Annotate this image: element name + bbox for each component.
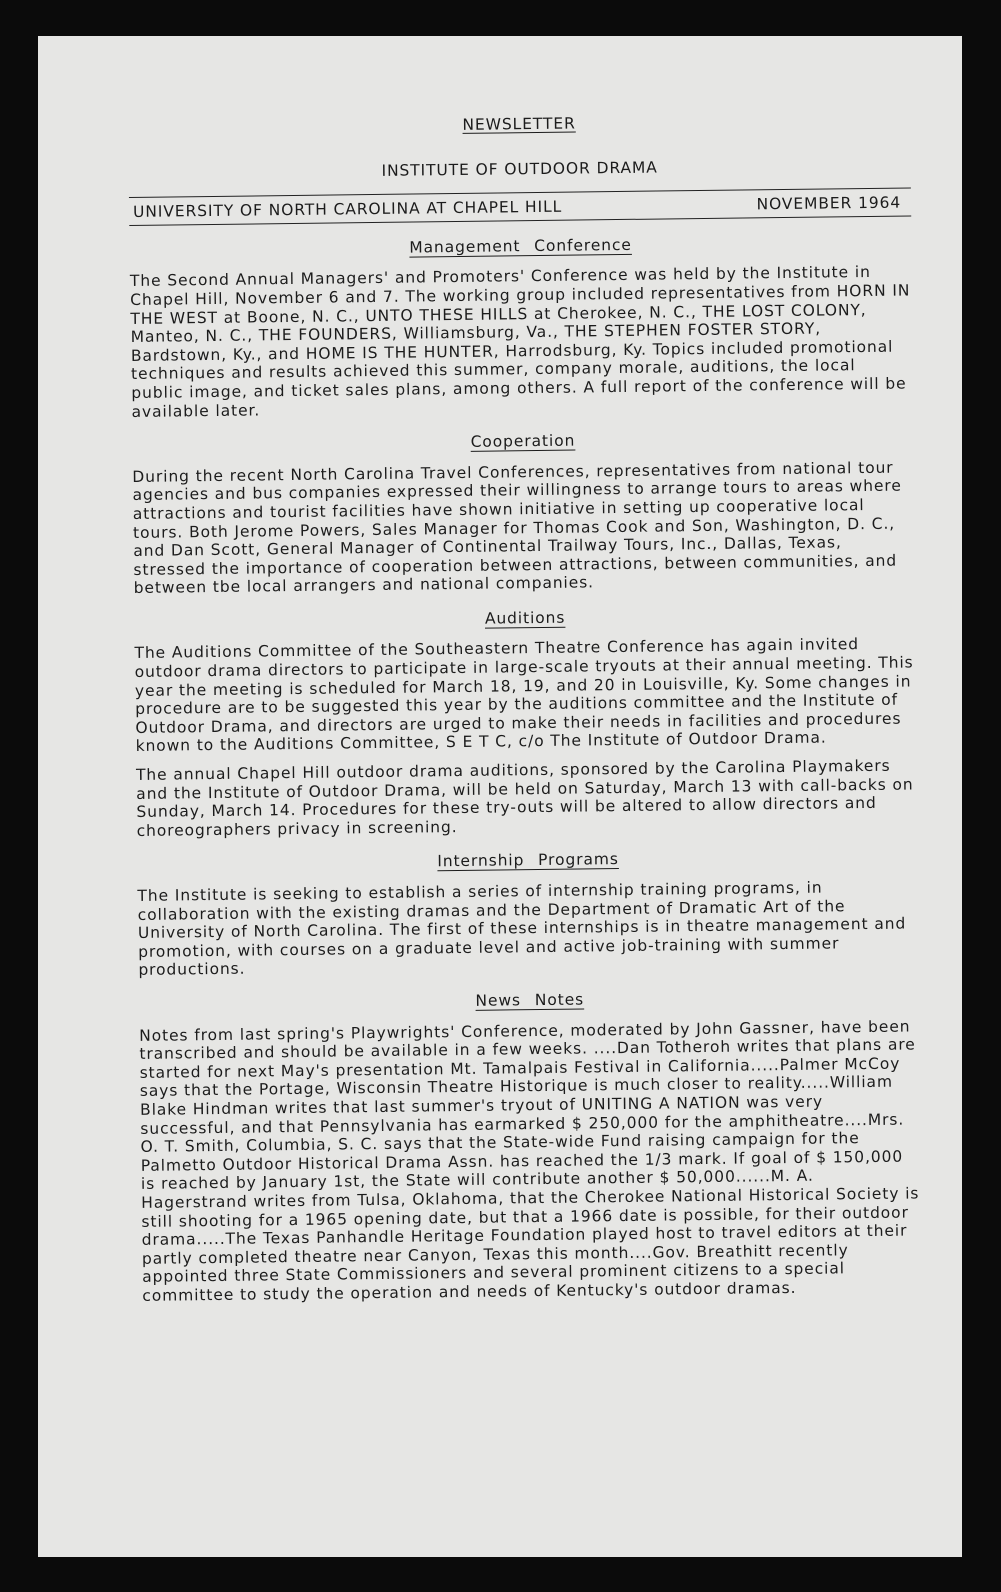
section-management-conference bbox=[129, 232, 913, 421]
paragraph: During the recent North Carolina Travel Conferences, representatives from national tour agencies and bus companies expressed their willingness to arrange tours to areas where attractions and tourist facilities have shown initiative in setting up cooperative local tours. Both Jerome Powers, Sales Manager for Thomas Cook and Son, Washington, D. C., and Dan Scott, General Manager of Continental Trailway Tours, Inc., Dallas, Texas, stressed the importance of cooperation between attractions, between communities, and between tbe local arrangers and national companies. bbox=[132, 458, 902, 598]
newsletter-document bbox=[128, 110, 925, 1315]
newsletter-title: NEWSLETTER bbox=[462, 114, 576, 134]
paragraph: The annual Chapel Hill outdoor drama auditions, sponsored by the Carolina Playmakers and the Institute of Outdoor Drama, will be held on Saturday, March 13 with call-backs on Sunday, March 14. Procedures for these try-outs will be altered to allow directors and choreographers privacy in screening. bbox=[135, 756, 914, 840]
section-auditions bbox=[134, 604, 919, 840]
university-name: UNIVERSITY OF NORTH CAROLINA AT CHAPEL HILL bbox=[133, 197, 563, 222]
paragraph: The Second Annual Managers' and Promoters' Conference was held by the Institute in Chapel Hill, November 6 and 7. The working group included representatives from HORN IN THE WEST at Boone, N. C., UNTO THESE HILLS at Cherokee, N. C., THE LOST COLONY, Manteo, N. C., THE FOUNDERS, Williamsburg, Va., THE STEPHEN FOSTER STORY, Bardstown, Ky., and HOME IS THE HUNTER, Harrodsburg, Ky. Topics included promotional techniques and results achieved this summer, company morale, auditions, the local public image, and ticket sales plans, among others. A full report of the conference will be available later. bbox=[129, 263, 911, 421]
university-date-line bbox=[129, 189, 911, 226]
issue-date: NOVEMBER 1964 bbox=[756, 193, 902, 214]
paragraph: The Auditions Committee of the Southeastern Theatre Conference has again invited outdoor drama directors to participate in large-scale tryouts at their annual meeting. This year the meeting is scheduled for March 18, 19, and 20 in Louisville, Ky. Some changes in procedure are to be suggested this year by the auditions committee and the Institute of Outdoor Drama, and directors are urged to make their needs in facilities and procedures known to the Auditions Committee, S E T C, c/o The Institute of Outdoor Drama. bbox=[134, 635, 914, 756]
section-heading: Internship Programs bbox=[437, 850, 619, 871]
paragraph: Notes from last spring's Playwrights' Conference, moderated by John Gassner, have been transcribed and should be available in a few weeks. ....Dan Totheroh writes that plans are started for next May's presentation Mt. Tamalpais Festival in California.....Palmer McCoy says that the Portage, Wisconsin Theatre Historique is much closer to reality.....William Blake Hindman writes that last summer's tryout of UNITING A NATION was very successful, and that Pennsylvania has earmarked $ 250,000 for the amphitheatre....Mrs. O. T. Smith, Columbia, S. C. says that the State-wide Fund raising campaign for the Palmetto Outdoor Historical Drama Assn. has reached the 1/3 mark. If goal of $ 150,000 is reached by January 1st, the State will contribute another $ 50,000......M. A. Hagerstrand writes from Tulsa, Oklahoma, that the Cherokee National Historical Society is still shooting for a 1965 opening date, but that a 1966 date is possible, for their outdoor drama.....The Texas Panhandle Heritage Foundation played host to travel editors at their partly completed theatre near Canyon, Texas this month....Gov. Breathitt recently appointed three State Commissioners and several prominent citizens to a special committee to study the operation and needs of Kentucky's outdoor dramas. bbox=[139, 1017, 920, 1305]
section-heading: Auditions bbox=[484, 608, 566, 628]
section-heading: Management Conference bbox=[409, 235, 632, 257]
section-cooperation bbox=[132, 428, 916, 598]
organization-name: INSTITUTE OF OUTDOOR DRAMA bbox=[381, 158, 658, 180]
masthead bbox=[128, 110, 911, 183]
paper-sheet bbox=[38, 36, 962, 1557]
section-heading: Cooperation bbox=[470, 431, 576, 451]
section-internship-programs bbox=[137, 847, 920, 980]
section-news-notes bbox=[139, 986, 925, 1305]
section-heading: News Notes bbox=[475, 990, 585, 1010]
paragraph: The Institute is seeking to establish a series of internship training programs, in collaboration with the existing dramas and the Department of Dramatic Art of the University of North Carolina. The first of these internships is in theatre management and promotion, with courses on a graduate level and active job-training with summer productions. bbox=[137, 878, 907, 980]
